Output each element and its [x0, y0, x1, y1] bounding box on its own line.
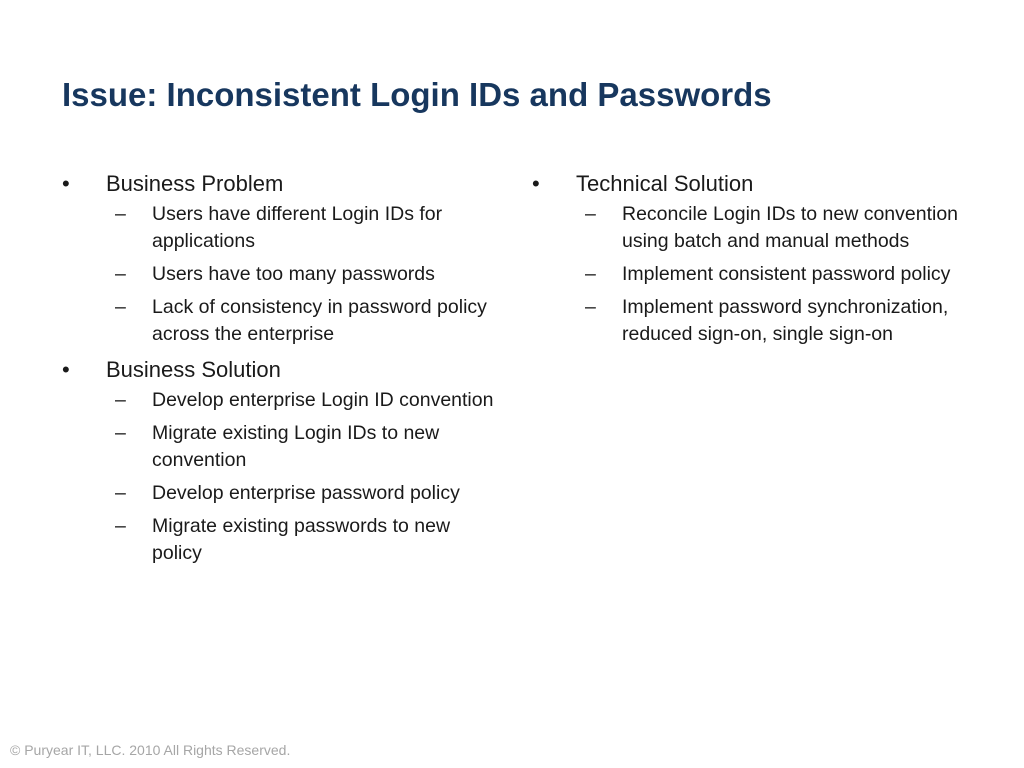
- list-item: – Implement password synchronization, reduced sign-on, single sign-on: [530, 294, 970, 348]
- slide-title: Issue: Inconsistent Login IDs and Passwords: [62, 76, 772, 113]
- list-item: – Migrate existing Login IDs to new convention: [60, 420, 500, 474]
- list-item: – Users have different Login IDs for applications: [60, 201, 500, 255]
- list-item: – Develop enterprise password policy: [60, 480, 500, 507]
- business-solution-list: [60, 387, 500, 567]
- list-item: – Implement consistent password policy: [530, 261, 970, 288]
- list-item: – Migrate existing passwords to new policy: [60, 513, 500, 567]
- list-item: – Users have too many passwords: [60, 261, 500, 288]
- right-column: [530, 170, 970, 356]
- bullet-business-solution: • Business Solution: [60, 356, 500, 383]
- technical-solution-list: [530, 201, 970, 348]
- list-item: – Reconcile Login IDs to new convention using batch and manual methods: [530, 201, 970, 255]
- list-item: – Lack of consistency in password policy across the enterprise: [60, 294, 500, 348]
- list-item: – Develop enterprise Login ID convention: [60, 387, 500, 414]
- bullet-technical-solution: • Technical Solution: [530, 170, 970, 197]
- bullet-business-problem: • Business Problem: [60, 170, 500, 197]
- copyright-footer: © Puryear IT, LLC. 2010 All Rights Reserved.: [10, 742, 291, 758]
- business-problem-list: [60, 201, 500, 348]
- left-column: [60, 170, 500, 575]
